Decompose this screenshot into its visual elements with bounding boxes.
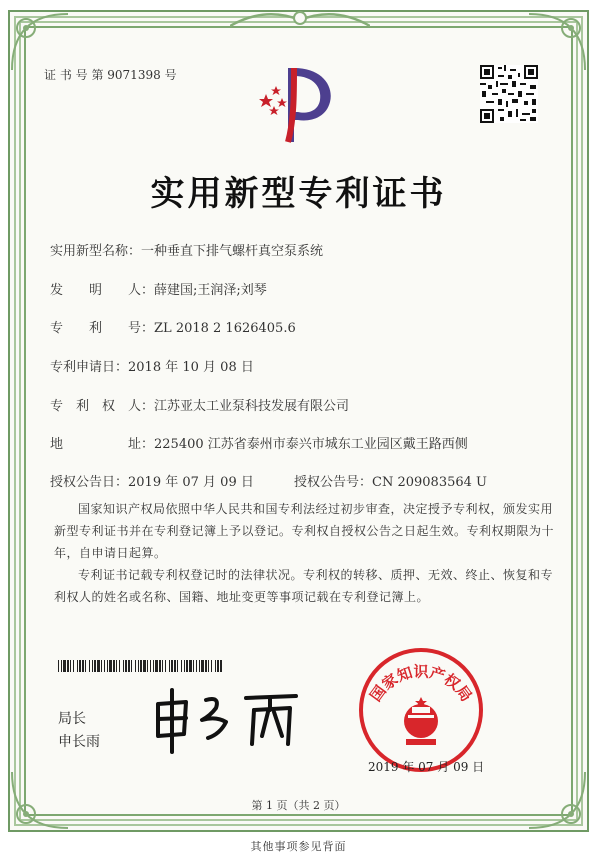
barcode-bar [215, 660, 216, 672]
barcode-bar [155, 660, 158, 672]
barcode-bar [104, 660, 105, 672]
barcode-bar [79, 660, 81, 672]
barcode-bar [143, 660, 146, 672]
field-address: 地 址：225400 江苏省泰州市泰兴市城东工业园区戴王路西侧 [50, 437, 468, 452]
barcode-bar [85, 660, 86, 672]
seal-date: 2019 年 07 月 09 日 [368, 760, 485, 774]
director-name: 申长雨 [58, 734, 100, 750]
corner-ornament [10, 12, 70, 72]
field-application-date: 专利申请日：2018 年 10 月 08 日 [50, 360, 254, 375]
barcode-bar [70, 660, 71, 672]
barcode-bar [153, 660, 154, 672]
barcode-bar [67, 660, 69, 672]
svg-text:国家知识产权局: 国家知识产权局 [366, 662, 476, 705]
barcode-bar [61, 660, 62, 672]
page-number: 第 1 页（共 2 页） [251, 799, 346, 812]
barcode-bar [140, 660, 142, 672]
barcode-bar [89, 660, 90, 672]
barcode-bar [58, 660, 59, 672]
barcode-bar [171, 660, 173, 672]
field-announcement-number: 授权公告号：CN 209083564 U [294, 475, 487, 490]
barcode-bar [205, 660, 207, 672]
barcode-bar [162, 660, 163, 672]
barcode-bar [97, 660, 100, 672]
certificate-title: 实用新型专利证书 [150, 174, 447, 214]
barcode-bar [201, 660, 204, 672]
official-seal [356, 645, 486, 775]
barcode-bar [189, 660, 192, 672]
barcode-bar [199, 660, 200, 672]
barcode-bar [94, 660, 96, 672]
barcode-bar [107, 660, 108, 672]
barcode-bar [128, 660, 130, 672]
field-announcement-date: 授权公告日：2019 年 07 月 09 日 [50, 475, 254, 490]
barcode-bar [165, 660, 166, 672]
barcode-bar [119, 660, 120, 672]
barcode-bar [77, 660, 78, 672]
barcode-bar [131, 660, 132, 672]
barcode-bar [184, 660, 185, 672]
barcode-bar [177, 660, 178, 672]
barcode-bar [196, 660, 197, 672]
field-patent-number: 专 利 号：ZL 2018 2 1626405.6 [50, 321, 296, 336]
barcode-bar [135, 660, 136, 672]
director-title: 局长 [58, 711, 86, 727]
certificate-number: 证 书 号 第 9071398 号 [44, 68, 177, 82]
patent-office-logo [254, 64, 336, 144]
barcode-bar [169, 660, 170, 672]
barcode-bar [159, 660, 161, 672]
barcode-bar [63, 660, 66, 672]
barcode-bar [73, 660, 74, 672]
barcode-bar [101, 660, 102, 672]
barcode-bar [109, 660, 112, 672]
corner-ornament [527, 12, 587, 72]
barcode-bar [113, 660, 115, 672]
barcode-bar [82, 660, 84, 672]
footer-note: 其他事项参见背面 [250, 840, 347, 853]
barcode [58, 660, 224, 672]
top-ornament [230, 6, 370, 32]
barcode-bar [116, 660, 117, 672]
field-patentee: 专 利 权 人：江苏亚太工业泵科技发展有限公司 [50, 399, 350, 414]
qr-code [480, 65, 538, 123]
barcode-bar [150, 660, 151, 672]
barcode-bar [125, 660, 127, 672]
barcode-bar [92, 660, 93, 672]
certificate-statement: 国家知识产权局依照中华人民共和国专利法经过初步审查，决定授予专利权，颁发实用新型专利证书并在专利登记簿上予以登记。专利权自授权公告之日起生效。专利权期限为十年，自申请日起算。 [54, 502, 555, 560]
field-utility-model-name: 实用新型名称：一种垂直下排气螺杆真空泵系统 [50, 244, 324, 259]
barcode-bar [138, 660, 139, 672]
legal-status-note: 专利证书记载专利权登记时的法律状况。专利权的转移、质押、无效、终止、恢复和专利权人的姓名或名称、国籍、地址变更等事项记载在专利登记簿上。 [54, 568, 554, 604]
barcode-bar [147, 660, 148, 672]
barcode-bar [211, 660, 212, 672]
barcode-bar [186, 660, 188, 672]
director-signature [150, 686, 305, 756]
barcode-bar [208, 660, 209, 672]
barcode-bar [220, 660, 222, 672]
barcode-bar [193, 660, 194, 672]
barcode-bar [123, 660, 124, 672]
field-inventor: 发 明 人：薛建国;王润泽;刘琴 [50, 283, 267, 298]
barcode-bar [174, 660, 176, 672]
barcode-bar [181, 660, 182, 672]
barcode-bar [217, 660, 219, 672]
